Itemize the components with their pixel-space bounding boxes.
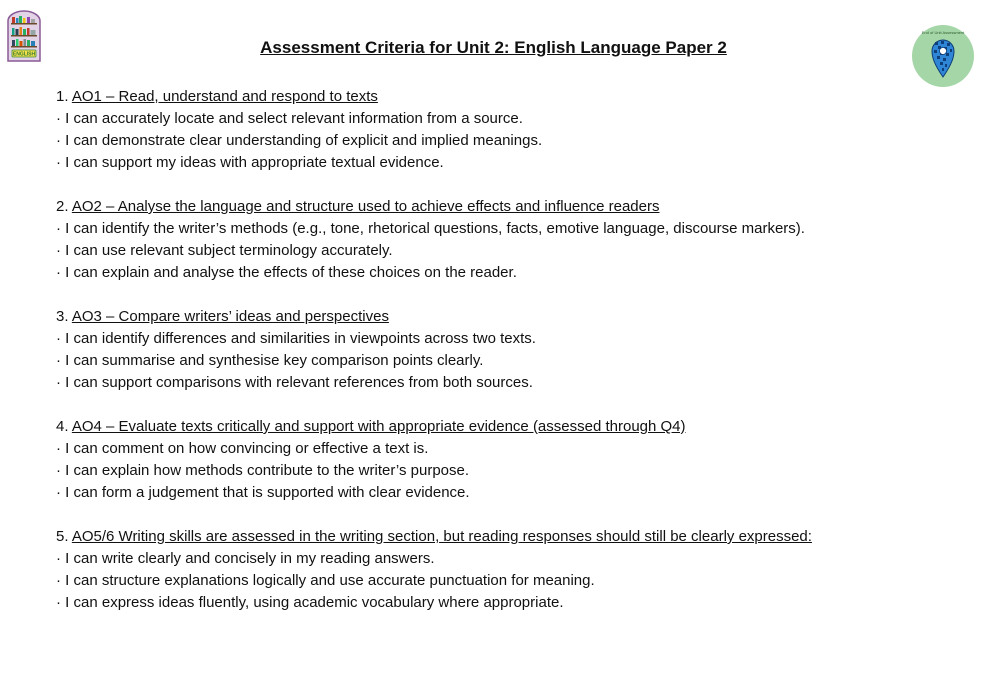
bullet-marker: · bbox=[56, 462, 61, 479]
logo-right-text: End of Unit Assessment bbox=[921, 30, 965, 35]
criteria-bullet bbox=[56, 262, 956, 284]
bullet-marker: · bbox=[56, 264, 61, 281]
criteria-section-ao3 bbox=[56, 306, 956, 394]
bullet-marker: · bbox=[56, 440, 61, 457]
bullet-text: I can summarise and synthesise key comparison points clearly. bbox=[65, 352, 484, 369]
bullet-text: I can explain how methods contribute to the writer’s purpose. bbox=[65, 462, 470, 479]
bullet-text: I can accurately locate and select relevant information from a source. bbox=[65, 110, 523, 127]
bullet-marker: · bbox=[56, 572, 61, 589]
section-heading-text: AO2 – Analyse the language and structure used to achieve effects and influence readers bbox=[71, 198, 660, 215]
bullet-text: I can write clearly and concisely in my reading answers. bbox=[65, 550, 435, 567]
location-pin-badge-icon bbox=[911, 24, 975, 88]
section-heading-text: AO4 – Evaluate texts critically and support with appropriate evidence (assessed through Q4) bbox=[71, 418, 686, 435]
criteria-section-ao1 bbox=[56, 86, 956, 174]
assessment-criteria-list bbox=[56, 86, 956, 636]
section-heading-text: AO1 – Read, understand and respond to texts bbox=[71, 88, 378, 105]
section-heading-text: AO5/6 Writing skills are assessed in the writing section, but reading responses should still be clearly expressed: bbox=[71, 528, 812, 545]
bullet-marker: · bbox=[56, 550, 61, 567]
section-heading bbox=[56, 196, 956, 218]
section-number: 3. bbox=[56, 308, 69, 325]
section-number: 4. bbox=[56, 418, 69, 435]
section-heading bbox=[56, 526, 956, 548]
criteria-bullet bbox=[56, 328, 956, 350]
bullet-marker: · bbox=[56, 330, 61, 347]
section-heading bbox=[56, 86, 956, 108]
bullet-text: I can identify the writer’s methods (e.g., tone, rhetorical questions, facts, emotive language, discourse markers). bbox=[65, 220, 805, 237]
bullet-marker: · bbox=[56, 132, 61, 149]
criteria-bullet bbox=[56, 372, 956, 394]
bullet-text: I can identify differences and similarities in viewpoints across two texts. bbox=[65, 330, 536, 347]
bullet-marker: · bbox=[56, 110, 61, 127]
bullet-marker: · bbox=[56, 374, 61, 391]
logo-left-text: ENGLISH bbox=[12, 51, 36, 58]
bullet-text: I can support my ideas with appropriate textual evidence. bbox=[65, 154, 444, 171]
bullet-marker: · bbox=[56, 154, 61, 171]
criteria-bullet bbox=[56, 460, 956, 482]
section-number: 2. bbox=[56, 198, 69, 215]
bullet-text: I can structure explanations logically and use accurate punctuation for meaning. bbox=[65, 572, 595, 589]
criteria-bullet bbox=[56, 108, 956, 130]
bullet-marker: · bbox=[56, 352, 61, 369]
bullet-marker: · bbox=[56, 220, 61, 237]
section-number: 5. bbox=[56, 528, 69, 545]
criteria-bullet bbox=[56, 130, 956, 152]
section-number: 1. bbox=[56, 88, 69, 105]
section-heading bbox=[56, 416, 956, 438]
criteria-section-ao4 bbox=[56, 416, 956, 504]
bullet-text: I can express ideas fluently, using academic vocabulary where appropriate. bbox=[65, 594, 564, 611]
bullet-marker: · bbox=[56, 594, 61, 611]
criteria-section-ao2 bbox=[56, 196, 956, 284]
section-heading-text: AO3 – Compare writers’ ideas and perspectives bbox=[71, 308, 389, 325]
section-heading bbox=[56, 306, 956, 328]
criteria-bullet bbox=[56, 438, 956, 460]
page-title: Assessment Criteria for Unit 2: English Language Paper 2 bbox=[260, 38, 727, 57]
bullet-text: I can demonstrate clear understanding of explicit and implied meanings. bbox=[65, 132, 543, 149]
criteria-section-ao5-6 bbox=[56, 526, 956, 614]
bullet-text: I can explain and analyse the effects of these choices on the reader. bbox=[65, 264, 517, 281]
criteria-bullet bbox=[56, 570, 956, 592]
bullet-text: I can comment on how convincing or effective a text is. bbox=[65, 440, 429, 457]
criteria-bullet bbox=[56, 152, 956, 174]
bullet-marker: · bbox=[56, 242, 61, 259]
bullet-text: I can support comparisons with relevant references from both sources. bbox=[65, 374, 533, 391]
criteria-bullet bbox=[56, 218, 956, 240]
criteria-bullet bbox=[56, 240, 956, 262]
bullet-marker: · bbox=[56, 484, 61, 501]
criteria-bullet bbox=[56, 350, 956, 372]
criteria-bullet bbox=[56, 482, 956, 504]
criteria-bullet bbox=[56, 548, 956, 570]
bullet-text: I can use relevant subject terminology accurately. bbox=[65, 242, 393, 259]
bullet-text: I can form a judgement that is supported with clear evidence. bbox=[65, 484, 470, 501]
criteria-bullet bbox=[56, 592, 956, 614]
